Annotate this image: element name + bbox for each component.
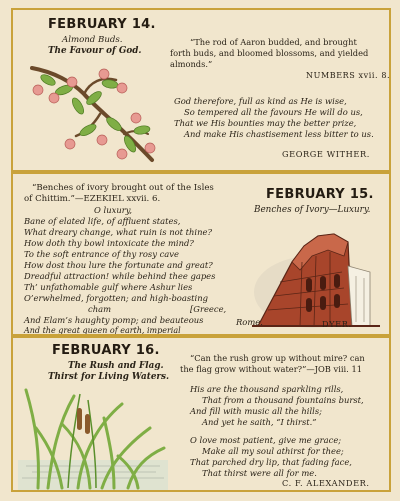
verse-line: O love most patient, give me grace; <box>190 435 342 445</box>
scripture-reference: NUMBERS xvii. 8. <box>306 71 391 80</box>
verse-line: And yet he saith, “I thirst.” <box>202 417 317 427</box>
ivory-benches-illustration <box>252 222 380 332</box>
author: DYER. <box>322 319 352 329</box>
verse-line: How dost thou lure the fortunate and great? <box>24 260 213 270</box>
verse-line: Rome. <box>236 317 263 327</box>
entry-date: FEBRUARY 14. <box>48 17 156 32</box>
verse-line: Make all my soul athirst for thee; <box>202 446 344 456</box>
verse-line: [Greece, <box>190 304 227 314</box>
quote-line: “Benches of ivory brought out of the Isles <box>32 183 214 193</box>
verse-line: God therefore, full as kind as He is wise, <box>174 96 347 106</box>
plant-name: The Rush and Flag. <box>68 361 164 371</box>
verse-line: O’erwhelmed, forgotten; and high-boasting <box>24 293 208 303</box>
verse-line: And Elam’s haughty pomp; and beauteous <box>24 315 204 325</box>
verse-line: So tempered all the favours He will do us, <box>184 107 363 117</box>
verse-line: Dreadful attraction! while behind thee gapes <box>24 271 216 281</box>
entry-date: FEBRUARY 15. <box>266 187 374 202</box>
author: GEORGE WITHER. <box>282 149 370 159</box>
verse-line: And the great queen of earth, imperial <box>24 326 181 335</box>
rush-and-flag-illustration <box>18 384 168 490</box>
verse-line: That from a thousand fountains burst, <box>202 395 364 405</box>
author: C. F. ALEXANDER. <box>282 478 370 488</box>
quote-line: “Can the rush grow up without mire? can <box>190 353 365 363</box>
verse-line: What dreary change, what ruin is not thine? <box>24 227 212 237</box>
verse-line: And fill with music all the hills; <box>190 406 322 416</box>
verse-line: Th’ unfathomable gulf where Ashur lies <box>24 282 193 292</box>
quote-line: “The rod of Aaron budded, and brought <box>190 37 357 47</box>
verse-line: That parched dry lip, that fading face, <box>190 457 352 467</box>
almond-branch-illustration <box>24 60 164 172</box>
verse-line: cham <box>88 304 112 314</box>
verse-line: Bane of elated life, of affluent states, <box>24 216 181 226</box>
verse-line: To the soft entrance of thy rosy cave <box>24 249 179 259</box>
verse-line: That thirst were all for me. <box>202 468 317 478</box>
quote-line: almonds.” <box>170 59 213 69</box>
quote-line: the flag grow without water?”—JOB viii. 11 <box>180 364 362 374</box>
verse-line: That we His bounties may the better prize, <box>174 118 357 128</box>
plant-name: Almond Buds. <box>62 35 123 45</box>
verse-line: His are the thousand sparkling rills, <box>190 384 344 394</box>
entry-date: FEBRUARY 16. <box>52 343 160 358</box>
verse-line: O luxury, <box>94 205 133 215</box>
plant-meaning: The Favour of God. <box>48 46 142 56</box>
verse-line: How doth thy bowl intoxicate the mind? <box>24 238 194 248</box>
verse-line: And make His chastisement less bitter to us. <box>184 129 374 139</box>
quote-line: forth buds, and bloomed blossoms, and yielded <box>170 48 369 58</box>
plant-meaning: Thirst for Living Waters. <box>48 372 170 382</box>
quote-line: of Chittim.”—EZEKIEL xxvii. 6. <box>24 194 161 204</box>
plant-meaning: Benches of Ivory—Luxury. <box>254 205 371 215</box>
